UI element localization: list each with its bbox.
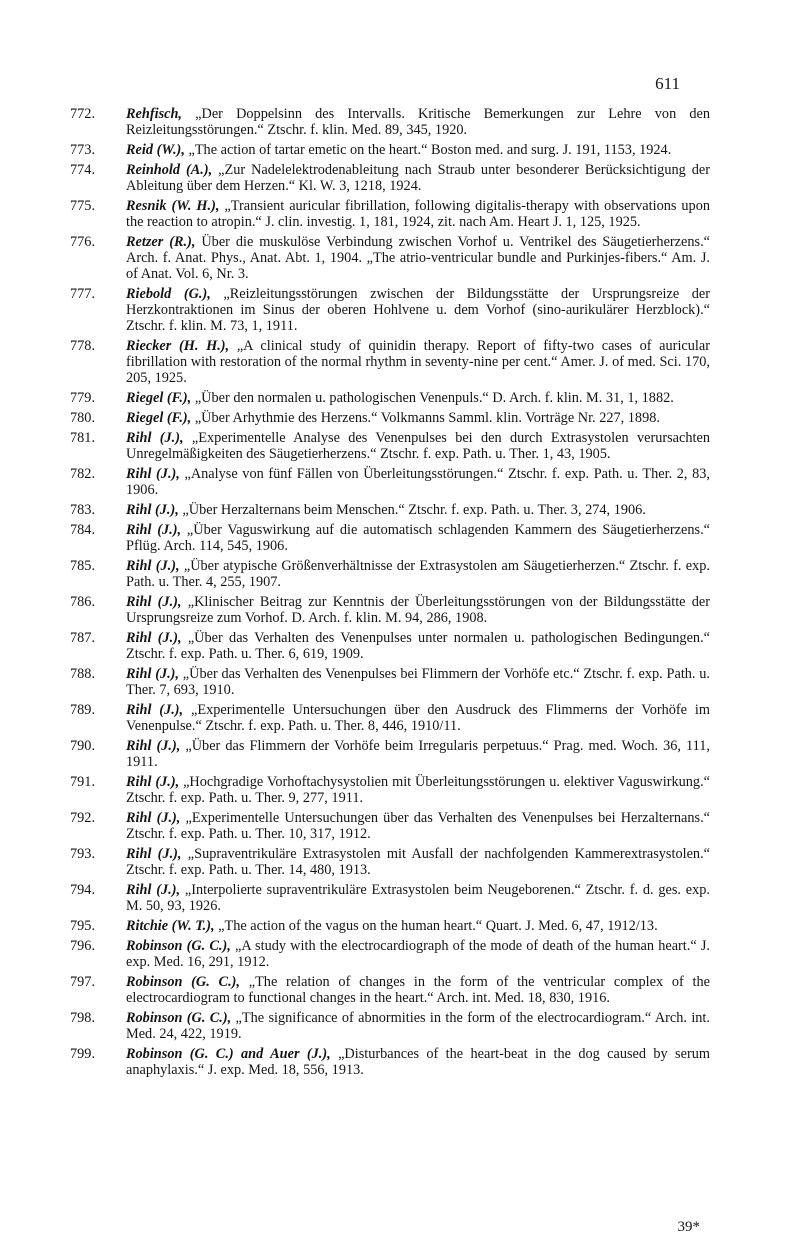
reference-text: „Interpolierte supraventrikuläre Extrasystolen beim Neugeborenen.“ Ztschr. f. d. ges. exp. M. 50, 93, 1926. [126, 882, 711, 914]
reference-text: „The action of the vagus on the human heart.“ Quart. J. Med. 6, 47, 1912/13. [214, 918, 658, 934]
reference-text: „Über den normalen u. pathologischen Venenpuls.“ D. Arch. f. klin. M. 31, 1, 1882. [191, 390, 674, 406]
reference-text: „Zur Nadelelektrodenableitung nach Straub unter besonderer Berücksichtigung der Ableitung über dem Herzen.“ Kl. W. 3, 1218, 1924. [126, 162, 710, 194]
reference-author: Rihl (J.), [126, 558, 180, 574]
reference-entry [70, 502, 710, 518]
reference-number: 796. [70, 938, 96, 954]
reference-entry [70, 142, 710, 158]
reference-author: Rihl (J.), [126, 846, 182, 862]
reference-author: Riebold (G.), [126, 286, 211, 302]
reference-entry [70, 738, 710, 770]
reference-text: „Über Herzalternans beim Menschen.“ Ztschr. f. exp. Path. u. Ther. 3, 274, 1906. [178, 502, 646, 518]
reference-entry [70, 594, 710, 626]
reference-entry [70, 702, 710, 734]
reference-text: „The action of tartar emetic on the heart.“ Boston med. and surg. J. 191, 1153, 1924. [184, 142, 672, 158]
reference-number: 791. [70, 774, 96, 790]
reference-author: Reid (W.), [126, 142, 185, 158]
reference-number: 784. [70, 522, 96, 538]
reference-text: „Hochgradige Vorhoftachysystolien mit Überleitungsstörungen u. elektiver Vaguswirkung.“ Ztschr. f. exp. Path. u. Ther. 9, 277, 1911. [126, 774, 711, 806]
reference-number: 795. [70, 918, 96, 934]
reference-entry [70, 630, 710, 662]
reference-number: 798. [70, 1010, 96, 1026]
reference-text: „Experimentelle Untersuchungen über den Ausdruck des Flimmerns der Vorhöfe im Venenpulse.“ Ztschr. f. exp. Path. u. Ther. 8, 446, 1910/11. [126, 702, 710, 734]
reference-number: 780. [70, 410, 96, 426]
reference-author: Rihl (J.), [126, 466, 180, 482]
reference-number: 797. [70, 974, 96, 990]
reference-number: 777. [70, 286, 96, 302]
reference-number: 785. [70, 558, 96, 574]
reference-author: Ritchie (W. T.), [126, 918, 215, 934]
reference-number: 792. [70, 810, 96, 826]
reference-text: „Über atypische Größenverhältnisse der Extrasystolen am Säugetierherzen.“ Ztschr. f. exp. Path. u. Ther. 4, 255, 1907. [126, 558, 710, 590]
reference-text: „Über das Verhalten des Venenpulses unter normalen u. pathologischen Bedingungen.“ Ztschr. f. exp. Path. u. Ther. 6, 619, 1909. [126, 630, 710, 662]
reference-entry [70, 1010, 710, 1042]
reference-entry [70, 774, 710, 806]
reference-entry [70, 466, 710, 498]
reference-text: „A clinical study of quinidin therapy. Report of fifty-two cases of auricular fibrillation with restoration of the normal rhythm in seventy-nine per cent.“ Amer. J. of med. Sci. 170, 205, 1925. [126, 338, 710, 386]
reference-author: Rihl (J.), [126, 594, 182, 610]
reference-author: Riecker (H. H.), [126, 338, 230, 354]
reference-list [70, 106, 710, 1082]
page-number: 611 [655, 74, 680, 93]
reference-text: „Supraventrikuläre Extrasystolen mit Ausfall der nachfolgenden Kammerextrasystolen.“ Ztschr. f. exp. Path. u. Ther. 14, 480, 1913. [126, 846, 711, 878]
reference-number: 782. [70, 466, 96, 482]
reference-author: Rihl (J.), [126, 774, 180, 790]
reference-author: Rehfisch, [126, 106, 183, 122]
reference-entry [70, 882, 710, 914]
reference-entry [70, 410, 710, 426]
reference-text: „Transient auricular fibrillation, following digitalis-therapy with observations upon the reaction to atropin.“ J. clin. investig. 1, 181, 1924, zit. nach Am. Heart J. 1, 125, 1925. [126, 198, 710, 230]
reference-number: 787. [70, 630, 96, 646]
reference-entry [70, 810, 710, 842]
reference-author: Resnik (W. H.), [126, 198, 220, 214]
reference-text: „Experimentelle Untersuchungen über das Verhalten des Venenpulses bei Herzalternans.“ Ztschr. f. exp. Path. u. Ther. 10, 317, 1912. [126, 810, 710, 842]
reference-entry [70, 390, 710, 406]
reference-text: „Klinischer Beitrag zur Kenntnis der Überleitungsstörungen von der Bildungsstätte der Ursprungsreize zum Vorhof. D. Arch. f. klin. M. 94, 286, 1908. [126, 594, 711, 626]
reference-author: Rihl (J.), [126, 738, 181, 754]
reference-author: Rihl (J.), [126, 810, 181, 826]
reference-entry [70, 234, 710, 282]
reference-number: 786. [70, 594, 96, 610]
reference-entry [70, 938, 710, 970]
reference-entry [70, 106, 710, 138]
reference-entry [70, 666, 710, 698]
reference-number: 779. [70, 390, 96, 406]
reference-number: 781. [70, 430, 96, 446]
reference-number: 790. [70, 738, 96, 754]
signature-mark: 39* [677, 1219, 700, 1235]
reference-author: Riegel (F.), [126, 390, 192, 406]
reference-entry [70, 198, 710, 230]
reference-number: 778. [70, 338, 96, 354]
reference-entry [70, 1046, 710, 1078]
reference-text: „Über Vaguswirkung auf die automatisch schlagenden Kammern des Säugetierherzens.“ Pflüg. Arch. 114, 545, 1906. [126, 522, 710, 554]
reference-author: Retzer (R.), [126, 234, 196, 250]
reference-author: Rihl (J.), [126, 702, 184, 718]
reference-number: 775. [70, 198, 96, 214]
reference-text: „The relation of changes in the form of the ventricular complex of the electrocardiogram to functional changes in the heart.“ Arch. int. Med. 18, 830, 1916. [126, 974, 710, 1006]
reference-author: Rihl (J.), [126, 666, 180, 682]
reference-text: Über die muskulöse Verbindung zwischen Vorhof u. Ventrikel des Säugetierherzens.“ Arch. f. Anat. Phys., Anat. Abt. 1, 1904. „The atrio-ventricular bundle and Purkinjes-fibers.“ Am. J. of Anat. Vol. 6, Nr. 3. [126, 234, 710, 282]
reference-entry [70, 430, 710, 462]
reference-number: 783. [70, 502, 96, 518]
reference-author: Riegel (F.), [126, 410, 192, 426]
reference-author: Robinson (G. C.) and Auer (J.), [126, 1046, 331, 1062]
reference-number: 788. [70, 666, 96, 682]
reference-author: Rihl (J.), [126, 430, 184, 446]
reference-text: „Über Arhythmie des Herzens.“ Volkmanns Samml. klin. Vorträge Nr. 227, 1898. [191, 410, 660, 426]
reference-author: Rihl (J.), [126, 522, 182, 538]
reference-text: „Über das Verhalten des Venenpulses bei Flimmern der Vorhöfe etc.“ Ztschr. f. exp. Path. u. Ther. 7, 693, 1910. [126, 666, 710, 698]
reference-author: Reinhold (A.), [126, 162, 213, 178]
reference-text: „Über das Flimmern der Vorhöfe beim Irregularis perpetuus.“ Prag. med. Woch. 36, 111, 1911. [126, 738, 710, 770]
reference-number: 794. [70, 882, 96, 898]
reference-number: 774. [70, 162, 96, 178]
reference-text: „Disturbances of the heart-beat in the dog caused by serum anaphylaxis.“ J. exp. Med. 18, 556, 1913. [126, 1046, 710, 1078]
reference-text: „Der Doppelsinn des Intervalls. Kritische Bemerkungen zur Lehre von den Reizleitungsstörungen.“ Ztschr. f. klin. Med. 89, 345, 1920. [126, 106, 710, 138]
reference-text: „The significance of abnormities in the form of the electrocardiogram.“ Arch. int. Med. 24, 422, 1919. [126, 1010, 710, 1042]
reference-entry [70, 918, 710, 934]
reference-entry [70, 558, 710, 590]
reference-number: 799. [70, 1046, 96, 1062]
reference-number: 793. [70, 846, 96, 862]
reference-entry [70, 286, 710, 334]
reference-author: Rihl (J.), [126, 630, 182, 646]
reference-author: Rihl (J.), [126, 502, 179, 518]
reference-author: Robinson (G. C.), [126, 1010, 232, 1026]
reference-author: Robinson (G. C.), [126, 974, 240, 990]
reference-entry [70, 974, 710, 1006]
reference-entry [70, 846, 710, 878]
reference-entry [70, 522, 710, 554]
reference-entry [70, 162, 710, 194]
reference-text: „Reizleitungsstörungen zwischen der Bildungsstätte der Ursprungsreize der Herzkontraktionen im Sinus der oberen Hohlvene u. dem Vorhof (sino-aurikulärer Herzblock).“ Ztschr. f. klin. M. 73, 1, 1911. [126, 286, 711, 334]
reference-number: 773. [70, 142, 96, 158]
reference-author: Robinson (G. C.), [126, 938, 231, 954]
reference-text: „Analyse von fünf Fällen von Überleitungsstörungen.“ Ztschr. f. exp. Path. u. Ther. 2, 83, 1906. [126, 466, 710, 498]
reference-author: Rihl (J.), [126, 882, 181, 898]
reference-number: 776. [70, 234, 96, 250]
reference-number: 789. [70, 702, 96, 718]
reference-text: „Experimentelle Analyse des Venenpulses bei den durch Extrasystolen verursachten Unregelmäßigkeiten des Säugetierherzens.“ Ztschr. f. exp. Path. u. Ther. 1, 43, 1905. [126, 430, 710, 462]
reference-entry [70, 338, 710, 386]
reference-number: 772. [70, 106, 96, 122]
reference-text: „A study with the electrocardiograph of the mode of death of the human heart.“ J. exp. Med. 16, 291, 1912. [126, 938, 710, 970]
